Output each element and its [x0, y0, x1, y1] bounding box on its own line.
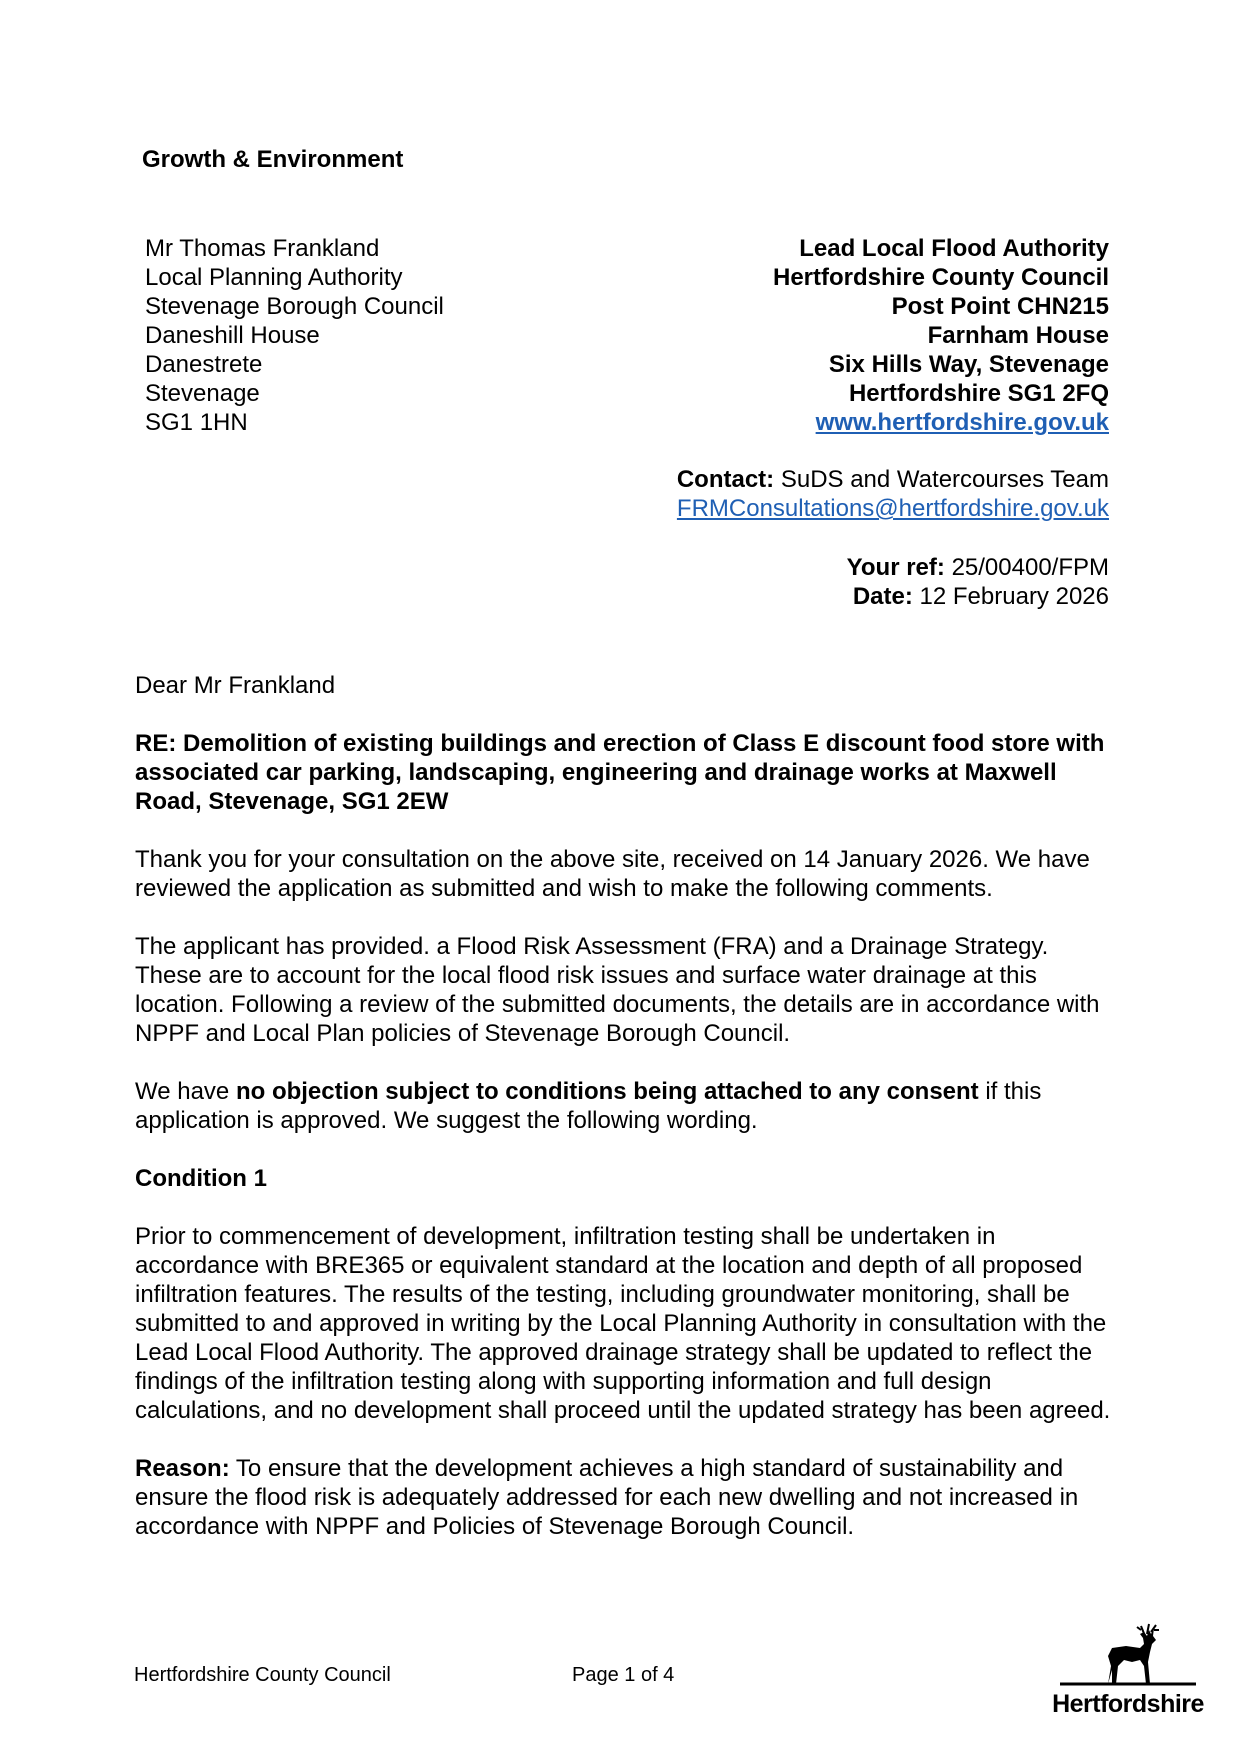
- sender-line: Lead Local Flood Authority: [799, 235, 1109, 262]
- date-label: Date:: [852, 583, 913, 610]
- recipient-line: SG1 1HN: [145, 409, 248, 436]
- logo-text: Hertfordshire: [1052, 1690, 1204, 1718]
- sender-line: Hertfordshire SG1 2FQ: [848, 380, 1109, 407]
- recipient-line: Danestrete: [145, 351, 263, 378]
- reference-block: [847, 553, 1109, 611]
- subject-line: RE: Demolition of existing buildings and erection of Class E discount food store with associated car parking, landscaping, engineering and drainage works at Maxwell Road, Stevenage, SG1 2EW: [135, 730, 1105, 815]
- sender-address: [773, 234, 1109, 437]
- objection-post: if this application is approved. We suggest the following wording.: [135, 1078, 1042, 1134]
- contact-label: Contact:: [676, 466, 775, 493]
- paragraph-review: The applicant has provided. a Flood Risk Assessment (FRA) and a Drainage Strategy. These are to account for the local flood risk issues and surface water drainage at this location. Following a review of the submitted documents, the details are in accordance with NPPF and Local Plan policies of Stevenage Borough Council.: [135, 933, 1100, 1047]
- your-ref-label: Your ref:: [846, 554, 945, 581]
- salutation: Dear Mr Frankland: [135, 672, 336, 699]
- recipient-line: Stevenage: [145, 380, 260, 407]
- footer-page-number: Page 1 of 4: [572, 1664, 675, 1686]
- recipient-line: Local Planning Authority: [145, 264, 403, 291]
- recipient-address: [145, 234, 444, 437]
- hertfordshire-logo: [1048, 1622, 1208, 1722]
- contact-team: SuDS and Watercourses Team: [780, 466, 1109, 493]
- contact-block: [677, 465, 1109, 523]
- objection-bold: no objection subject to conditions being attached to any consent: [235, 1078, 979, 1105]
- date-value: 12 February 2026: [919, 583, 1109, 610]
- paragraph-consultation: Thank you for your consultation on the above site, received on 14 January 2026. We have reviewed the application as submitted and wish to make the following comments.: [135, 846, 1090, 902]
- stag-icon: [1048, 1622, 1208, 1692]
- footer-organisation: Hertfordshire County Council: [134, 1664, 391, 1686]
- sender-line: Farnham House: [927, 322, 1109, 349]
- contact-email-link[interactable]: FRMConsultations@hertfordshire.gov.uk: [676, 495, 1109, 522]
- sender-line: Post Point CHN215: [891, 293, 1109, 320]
- department-heading: Growth & Environment: [142, 146, 404, 173]
- paragraph-objection: [135, 1077, 1115, 1135]
- sender-line: Six Hills Way, Stevenage: [828, 351, 1109, 378]
- sender-line: Hertfordshire County Council: [772, 264, 1109, 291]
- condition-text: Prior to commencement of development, infiltration testing shall be undertaken in accordance with BRE365 or equivalent standard at the location and depth of all proposed infiltration features. The results of the testing, including groundwater monitoring, shall be submitted to and approved in writing by the Local Planning Authority in consultation with the Lead Local Flood Authority. The approved drainage strategy shall be updated to reflect the findings of the infiltration testing along with supporting information and full design calculations, and no development shall proceed until the updated strategy has been agreed.: [135, 1223, 1111, 1424]
- recipient-line: Mr Thomas Frankland: [145, 235, 380, 262]
- letter-body: [135, 671, 1115, 1570]
- recipient-line: Stevenage Borough Council: [145, 293, 444, 320]
- reason-label: Reason:: [135, 1455, 230, 1482]
- your-ref-value: 25/00400/FPM: [951, 554, 1109, 581]
- objection-pre: We have: [135, 1078, 236, 1105]
- recipient-line: Daneshill House: [145, 322, 320, 349]
- reason-paragraph: [135, 1454, 1115, 1541]
- website-link[interactable]: www.hertfordshire.gov.uk: [815, 409, 1109, 436]
- reason-text: To ensure that the development achieves a high standard of sustainability and ensure the flood risk is adequately addressed for each new dwelling and not increased in accordance with NPPF and Policies of Stevenage Borough Council.: [135, 1455, 1079, 1540]
- condition-heading: Condition 1: [135, 1165, 267, 1192]
